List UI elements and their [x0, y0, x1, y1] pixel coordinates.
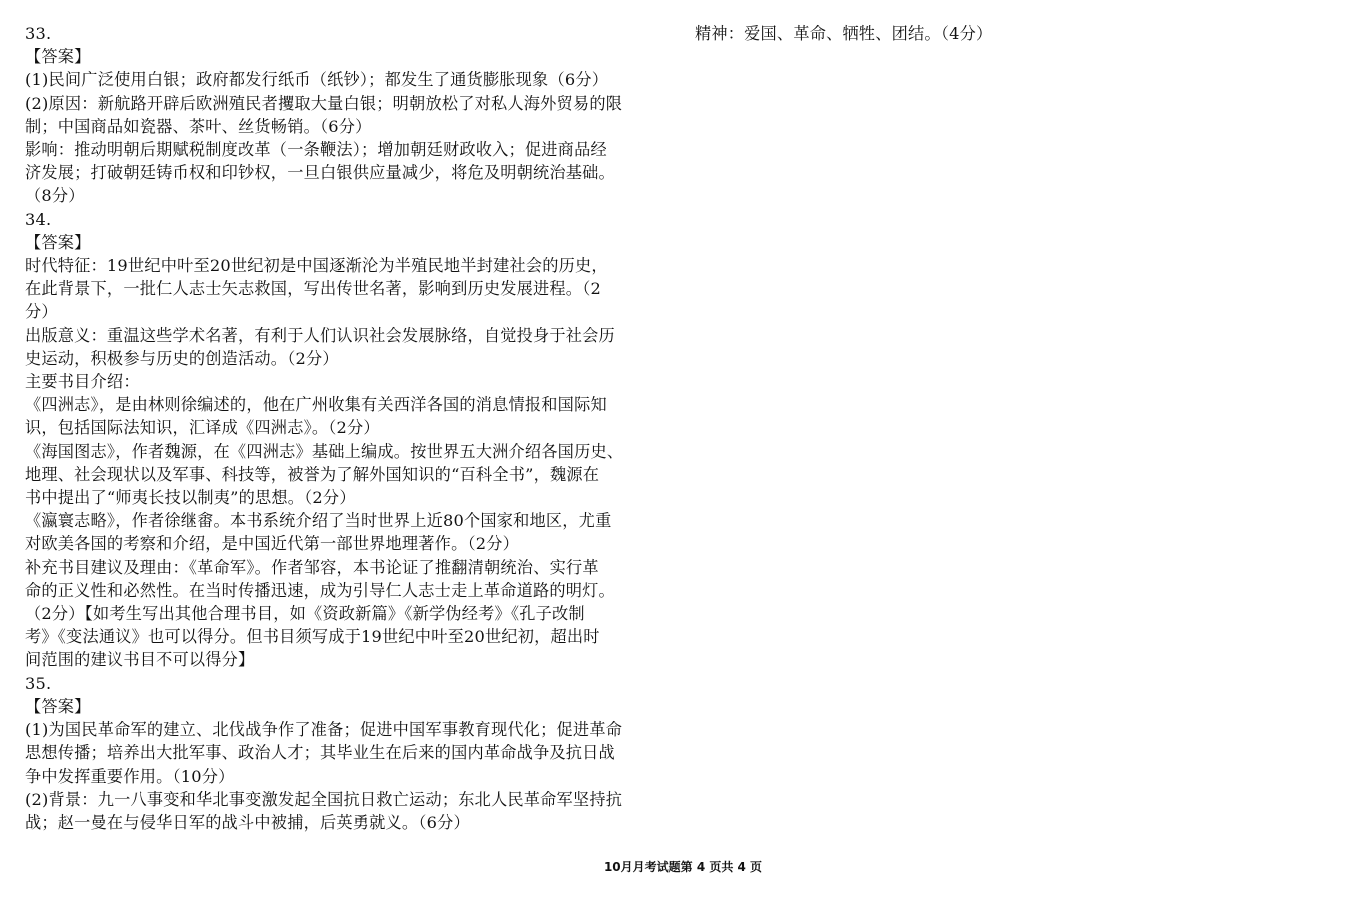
text-line: 书中提出了“师夷长技以制夷”的思想。（2分）	[25, 488, 356, 508]
text-line: （8分）	[25, 186, 85, 206]
text-line: 地理、社会现状以及军事、科技等，被誉为了解外国知识的“百科全书”，魏源在	[25, 464, 600, 484]
text-line: (1)为国民革命军的建立、北伐战争作了准备；促进中国军事教育现代化；促进革命	[25, 720, 623, 740]
text-line: 济发展；打破朝廷铸币权和印钞权，一旦白银供应量减少，将危及明朝统治基础。	[25, 163, 615, 183]
text-line: 影响：推动明朝后期赋税制度改革（一条鞭法）；增加朝廷财政收入；促进商品经	[25, 140, 607, 160]
text-line: 史运动，积极参与历史的创造活动。（2分）	[25, 348, 339, 368]
text-line: 35.	[25, 673, 52, 693]
text-line: 制；中国商品如瓷器、茶叶、丝货畅销。（6分）	[25, 116, 372, 136]
text-line: （2分）【如考生写出其他合理书目，如《资政新篇》《新学伪经考》《孔子改制	[25, 604, 585, 624]
text-line: 间范围的建议书目不可以得分】	[25, 650, 255, 670]
text-line: 《海国图志》，作者魏源，在《四洲志》基础上编成。按世界五大洲介绍各国历史、	[25, 441, 624, 461]
text-line: 出版意义：重温这些学术名著，有利于人们认识社会发展脉络，自觉投身于社会历	[25, 325, 615, 345]
text-line: 争中发挥重要作用。（10分）	[25, 766, 235, 786]
answer-heading: 【答案】	[25, 47, 91, 67]
text-line: 识，包括国际法知识，汇译成《四洲志》。（2分）	[25, 418, 380, 438]
text-line: 对欧美各国的考察和介绍，是中国近代第一部世界地理著作。（2分）	[25, 534, 520, 554]
text-line: (2)背景：九一八事变和华北事变激发起全国抗日救亡运动；东北人民革命军坚持抗	[25, 789, 623, 809]
right-column	[695, 22, 1295, 45]
text-line: 33.	[25, 24, 52, 43]
answer-heading: 【答案】	[25, 232, 91, 252]
text-line: 在此背景下，一批仁人志士矢志救国，写出传世名著，影响到历史发展进程。（2	[25, 279, 601, 299]
left-column	[25, 22, 670, 834]
text-line: 命的正义性和必然性。在当时传播迅速，成为引导仁人志士走上革命道路的明灯。	[25, 580, 615, 600]
text-line: (2)原因：新航路开辟后欧洲殖民者攫取大量白银；明朝放松了对私人海外贸易的限	[25, 93, 623, 113]
text-line: 思想传播；培养出大批军事、政治人才；其毕业生在后来的国内革命战争及抗日战	[25, 743, 615, 763]
text-line: 《四洲志》，是由林则徐编述的，他在广州收集有关西洋各国的消息情报和国际知	[25, 395, 607, 415]
text-line: 精神：爱国、革命、牺牲、团结。（4分）	[695, 24, 993, 43]
text-line: 分）	[25, 302, 58, 322]
answer-heading: 【答案】	[25, 696, 91, 716]
text-line: 时代特征：19世纪中叶至20世纪初是中国逐渐沦为半殖民地半封建社会的历史，	[25, 256, 608, 276]
text-line: 补充书目建议及理由：《革命军》。作者邹容，本书论证了推翻清朝统治、实行革	[25, 557, 599, 577]
text-line: (1)民间广泛使用白银；政府都发行纸币（纸钞）；都发生了通货膨胀现象（6分）	[25, 70, 609, 90]
text-line: 主要书目介绍：	[25, 372, 140, 392]
page-footer: 10月月考试题第 4 页共 4 页	[603, 860, 763, 874]
text-line: 考》《变法通议》也可以得分。但书目须写成于19世纪中叶至20世纪初，超出时	[25, 627, 600, 647]
text-line: 战；赵一曼在与侵华日军的战斗中被捕，后英勇就义。（6分）	[25, 812, 470, 832]
text-line: 34.	[25, 209, 52, 229]
text-line: 《瀛寰志略》，作者徐继畬。本书系统介绍了当时世界上近80个国家和地区，尤重	[25, 511, 612, 531]
